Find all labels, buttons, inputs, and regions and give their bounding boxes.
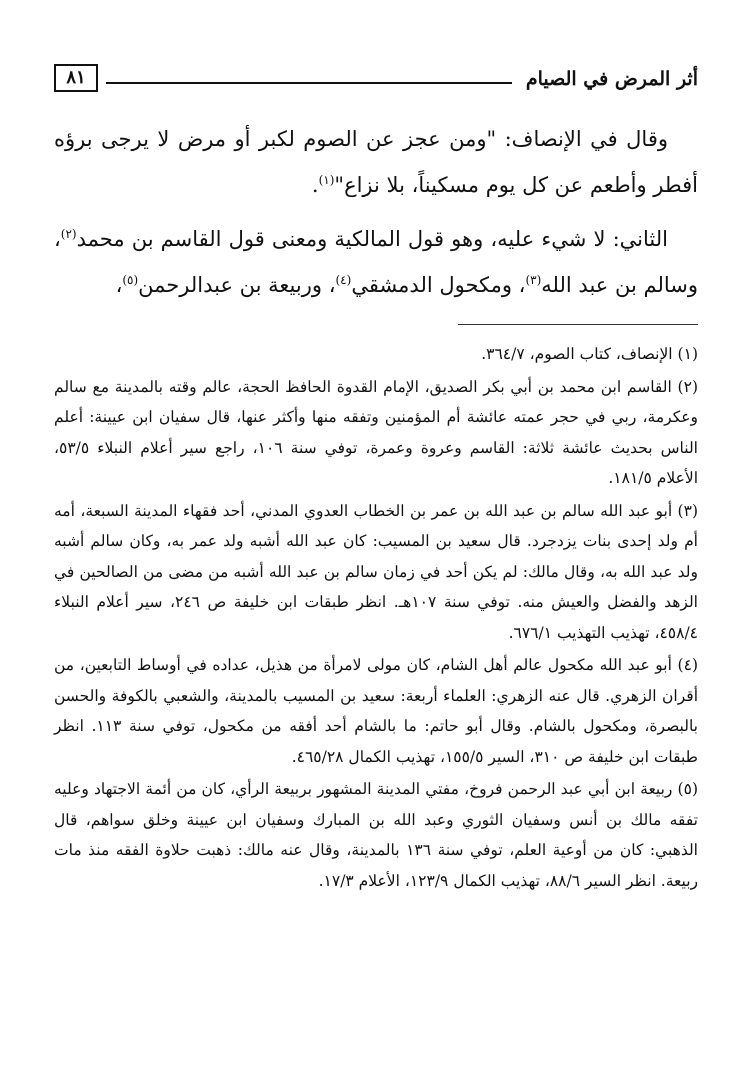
footnote-text: ربيعة ابن أبي عبد الرحمن فروخ، مفتي المدينة المشهور بربيعة الرأي، كان من أئمة الاجتهاد وعليه تفقه مالك بن أنس وسفيان الثوري وعبد الله بن المبارك وسفيان ابن عيينة وخلق سواهم، قال الذهبي: كان من أوعية العلم، توفي سنة ١٣٦ بالمدينة، وقال عنه مالك: ذهبت حلاوة الفقه منذ مات ربيعة. انظر السير ٨٨/٦، تهذيب الكمال ١٢٣/٩، الأعلام ١٧/٣.	[54, 780, 698, 890]
footnote-marker: (٣)	[677, 501, 698, 520]
paragraph-text: ، ومكحول الدمشقي	[351, 273, 526, 297]
footnote-text: أبو عبد الله سالم بن عبد الله بن عمر بن الخطاب العدوي المدني، أحد فقهاء المدينة السبعة، أمه أم ولد إحدى بنات يزدجرد. قال سعيد بن المسيب: كان عبد الله أشبه ولد عمر به، وكان سالم أشبه ولد عبد الله به، وقال مالك: لم يكن أحد في زمان سالم بن عبد الله أشبه من مضى من الصالحين في الزهد والفضل والعيش منه. توفي سنة ١٠٧هـ. انظر طبقات ابن خليفة ص ٢٤٦، سير أعلام النبلاء ٤٥٨/٤، تهذيب التهذيب ٦٧٦/١.	[54, 501, 698, 642]
footnote-4	[54, 650, 698, 772]
footnote-ref: (١)	[318, 173, 335, 187]
paragraph-text: ، وسالم بن عبد الله	[54, 227, 698, 297]
paragraph-text: ، وربيعة بن عبدالرحمن	[138, 273, 336, 297]
footnote-text: القاسم ابن محمد بن أبي بكر الصديق، الإمام القدوة الحافظ الحجة، عالم وقته بالمدينة مع سالم وعكرمة، ربي في حجر عمته عائشة أم المؤمنين وتفقه منها وأكثر عنها، قال سفيان ابن عيينة: أعلم الناس بحديث عائشة ثلاثة: القاسم وعروة وعمرة، توفي سنة ١٠٦، راجع سير أعلام النبلاء ٥٣/٥، الأعلام ١٨١/٥.	[54, 377, 698, 487]
main-text	[54, 116, 698, 308]
page-header	[54, 62, 698, 102]
header-rule	[106, 82, 512, 84]
footnote-5	[54, 774, 698, 896]
footnote-2	[54, 372, 698, 494]
footnotes	[54, 339, 698, 896]
footnote-separator	[458, 324, 698, 325]
paragraph-trail: .	[311, 173, 319, 197]
paragraph-text: الثاني: لا شيء عليه، وهو قول المالكية ومعنى قول القاسم بن محمد	[76, 227, 668, 251]
footnote-ref: (٢)	[60, 227, 77, 241]
paragraph-second-opinion	[54, 216, 698, 308]
footnote-3	[54, 496, 698, 649]
footnote-text: أبو عبد الله مكحول عالم أهل الشام، كان مولى لامرأة من هذيل، عداده في أوساط التابعين، من أقران الزهري. قال عنه الزهري: العلماء أربعة: سعيد بن المسيب بالمدينة، والشعبي بالكوفة والحسن بالبصرة، ومكحول بالشام. وقال أبو حاتم: ما بالشام أحد أفقه من مكحول، توفي سنة ١١٣. انظر طبقات ابن خليفة ص ٣١٠، السير ١٥٥/٥، تهذيب الكمال ٤٦٥/٢٨.	[54, 656, 698, 766]
footnote-marker: (٤)	[677, 656, 698, 674]
footnote-ref: (٤)	[335, 273, 352, 287]
running-title: أثر المرض في الصيام	[525, 68, 698, 90]
footnote-marker: (٢)	[677, 377, 698, 396]
footnote-marker: (٥)	[677, 780, 698, 798]
footnote-ref: (٥)	[122, 273, 139, 287]
book-page	[54, 62, 698, 898]
footnote-1	[54, 339, 698, 370]
footnote-marker: (١)	[677, 345, 698, 363]
paragraph-text: ،	[115, 273, 123, 297]
page-number: ٨١	[54, 64, 98, 92]
paragraph-insaf	[54, 116, 698, 208]
footnote-text: الإنصاف، كتاب الصوم، ٣٦٤/٧.	[481, 345, 673, 363]
paragraph-text: وقال في الإنصاف: "ومن عجز عن الصوم لكبر أو مرض لا يرجى برؤه أفطر وأطعم عن كل يوم مسكيناً، بلا نزاع"	[54, 127, 698, 197]
footnote-ref: (٣)	[525, 273, 542, 287]
